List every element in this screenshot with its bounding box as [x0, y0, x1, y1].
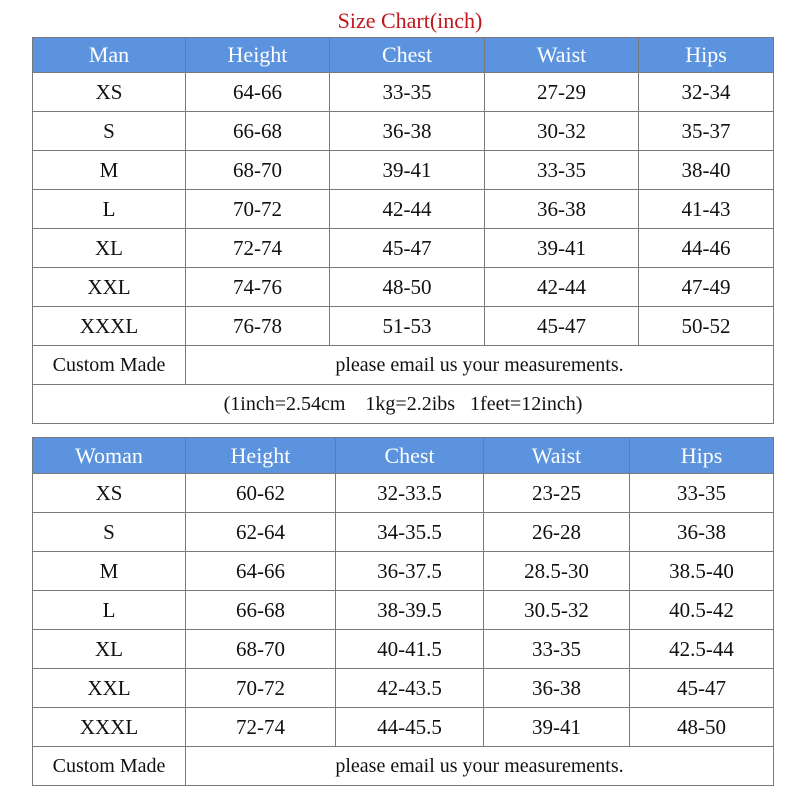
hips-cell: 33-35 — [630, 474, 774, 513]
custom-made-row — [33, 346, 774, 385]
size-cell: XL — [33, 229, 186, 268]
header-chest: Chest — [336, 438, 484, 474]
size-cell: XL — [33, 630, 186, 669]
height-cell: 66-68 — [186, 112, 330, 151]
chest-cell: 36-38 — [330, 112, 485, 151]
waist-cell: 26-28 — [484, 513, 630, 552]
size-cell: XXXL — [33, 307, 186, 346]
custom-made-row — [33, 747, 774, 786]
hips-cell: 50-52 — [639, 307, 774, 346]
size-cell: XXXL — [33, 708, 186, 747]
waist-cell: 33-35 — [485, 151, 639, 190]
hips-cell: 38.5-40 — [630, 552, 774, 591]
height-cell: 64-66 — [186, 552, 336, 591]
woman-header-row — [33, 438, 774, 474]
size-cell: S — [33, 513, 186, 552]
size-cell: XS — [33, 474, 186, 513]
waist-cell: 45-47 — [485, 307, 639, 346]
chest-cell: 39-41 — [330, 151, 485, 190]
hips-cell: 48-50 — [630, 708, 774, 747]
height-cell: 70-72 — [186, 669, 336, 708]
size-cell: M — [33, 552, 186, 591]
man-size-table — [32, 37, 774, 424]
table-row — [33, 151, 774, 190]
header-height: Height — [186, 38, 330, 73]
size-cell: S — [33, 112, 186, 151]
header-waist: Waist — [485, 38, 639, 73]
hips-cell: 47-49 — [639, 268, 774, 307]
chest-cell: 44-45.5 — [336, 708, 484, 747]
waist-cell: 28.5-30 — [484, 552, 630, 591]
table-row — [33, 552, 774, 591]
chest-cell: 40-41.5 — [336, 630, 484, 669]
waist-cell: 33-35 — [484, 630, 630, 669]
waist-cell: 30-32 — [485, 112, 639, 151]
table-row — [33, 630, 774, 669]
hips-cell: 35-37 — [639, 112, 774, 151]
waist-cell: 30.5-32 — [484, 591, 630, 630]
hips-cell: 41-43 — [639, 190, 774, 229]
height-cell: 72-74 — [186, 229, 330, 268]
height-cell: 74-76 — [186, 268, 330, 307]
header-woman: Woman — [33, 438, 186, 474]
chest-cell: 34-35.5 — [336, 513, 484, 552]
table-row — [33, 190, 774, 229]
custom-made-label: Custom Made — [33, 346, 186, 385]
size-cell: L — [33, 190, 186, 229]
height-cell: 62-64 — [186, 513, 336, 552]
hips-cell: 38-40 — [639, 151, 774, 190]
table-row — [33, 229, 774, 268]
height-cell: 60-62 — [186, 474, 336, 513]
height-cell: 72-74 — [186, 708, 336, 747]
waist-cell: 36-38 — [484, 669, 630, 708]
chest-cell: 45-47 — [330, 229, 485, 268]
hips-cell: 40.5-42 — [630, 591, 774, 630]
table-row — [33, 474, 774, 513]
chest-cell: 42-44 — [330, 190, 485, 229]
chest-cell: 32-33.5 — [336, 474, 484, 513]
size-cell: XXL — [33, 669, 186, 708]
size-cell: M — [33, 151, 186, 190]
chest-cell: 48-50 — [330, 268, 485, 307]
waist-cell: 39-41 — [485, 229, 639, 268]
chest-cell: 42-43.5 — [336, 669, 484, 708]
waist-cell: 23-25 — [484, 474, 630, 513]
height-cell: 66-68 — [186, 591, 336, 630]
height-cell: 70-72 — [186, 190, 330, 229]
table-row — [33, 708, 774, 747]
waist-cell: 39-41 — [484, 708, 630, 747]
table-row — [33, 591, 774, 630]
chest-cell: 51-53 — [330, 307, 485, 346]
man-header-row — [33, 38, 774, 73]
height-cell: 68-70 — [186, 151, 330, 190]
conversion-note-row — [33, 385, 774, 424]
waist-cell: 27-29 — [485, 73, 639, 112]
size-cell: XS — [33, 73, 186, 112]
conversion-note: (1inch=2.54cm 1kg=2.2ibs 1feet=12inch) — [33, 385, 774, 424]
header-waist: Waist — [484, 438, 630, 474]
hips-cell: 32-34 — [639, 73, 774, 112]
chest-cell: 38-39.5 — [336, 591, 484, 630]
height-cell: 68-70 — [186, 630, 336, 669]
hips-cell: 45-47 — [630, 669, 774, 708]
header-chest: Chest — [330, 38, 485, 73]
custom-made-text: please email us your measurements. — [186, 747, 774, 786]
woman-size-table — [32, 437, 774, 786]
height-cell: 64-66 — [186, 73, 330, 112]
table-row — [33, 513, 774, 552]
header-height: Height — [186, 438, 336, 474]
hips-cell: 44-46 — [639, 229, 774, 268]
table-row — [33, 669, 774, 708]
size-cell: XXL — [33, 268, 186, 307]
waist-cell: 36-38 — [485, 190, 639, 229]
table-row — [33, 112, 774, 151]
chest-cell: 33-35 — [330, 73, 485, 112]
table-row — [33, 268, 774, 307]
height-cell: 76-78 — [186, 307, 330, 346]
hips-cell: 36-38 — [630, 513, 774, 552]
size-cell: L — [33, 591, 186, 630]
hips-cell: 42.5-44 — [630, 630, 774, 669]
page-title: Size Chart(inch) — [337, 8, 483, 33]
chest-cell: 36-37.5 — [336, 552, 484, 591]
table-row — [33, 73, 774, 112]
header-hips: Hips — [630, 438, 774, 474]
custom-made-label: Custom Made — [33, 747, 186, 786]
header-man: Man — [33, 38, 186, 73]
waist-cell: 42-44 — [485, 268, 639, 307]
custom-made-text: please email us your measurements. — [186, 346, 774, 385]
header-hips: Hips — [639, 38, 774, 73]
table-row — [33, 307, 774, 346]
